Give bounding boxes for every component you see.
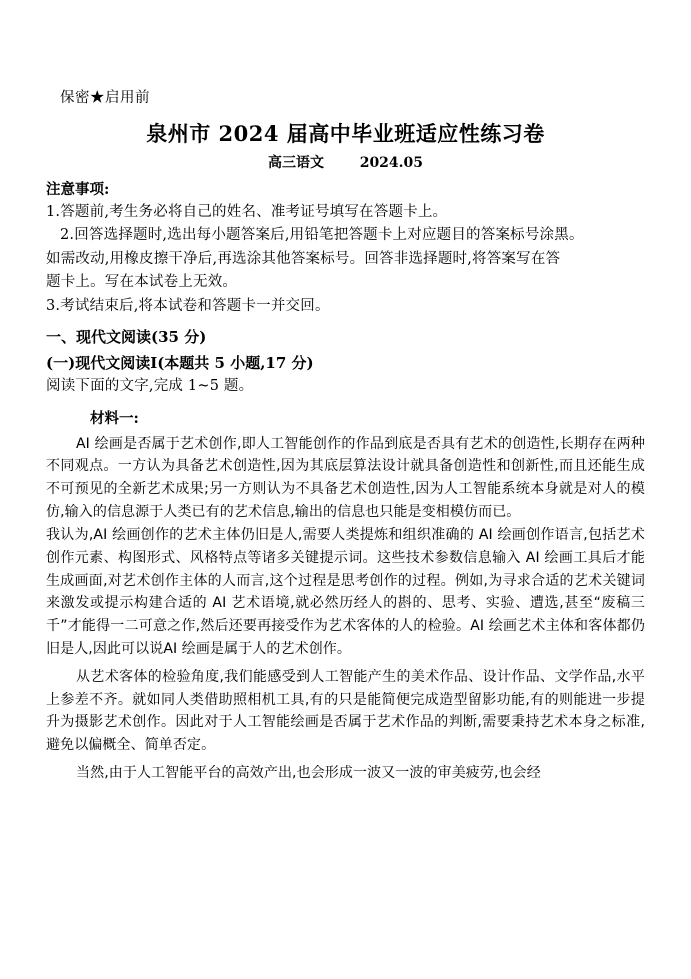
page-title: 泉州市 2024 届高中毕业班适应性练习卷 xyxy=(146,120,545,146)
subject-date-row xyxy=(46,152,645,172)
notice-heading: 注意事项: xyxy=(46,180,110,198)
reading-instruction: 阅读下面的文字,完成 1~5 题。 xyxy=(46,378,254,395)
notice-item: 1.答题前,考生务必将自己的姓名、准考证号填写在答题卡上。 xyxy=(46,203,448,220)
body-paragraph: AI 绘画是否属于艺术创作,即人工智能创作的作品到底是否具有艺术的创造性,长期存在两种不同观点。一方认为具备艺术创造性,因为其底层算法设计就具备创造性和创新性,而且还能生成不可预见的全新艺术成果;另一方则认为不具备艺术创造性,因为人工智能系统本身就是对人的模仿,输入的信息源于人类已有的艺术信息,输出的信息也只能是变相模仿而已。 xyxy=(46,435,645,521)
body-paragraph: 我认为,AI 绘画创作的艺术主体仍旧是人,需要人类提炼和组织准确的 AI 绘画创作语言,包括艺术创作元素、构图形式、风格特点等诸多关键提示词。这些技术参数信息输入 AI 绘画工具后才能生成画面,对艺术创作主体的人而言,这个过程是思考创作的过程。例如,为寻求合适的艺术关键词来激发或提示构建合适的 AI 艺术语境,就必然历经人的斟的、思考、实验、遭选,甚至“废稿三千”才能得一二可意之作,然后还要再接受作为艺术客体的人的检验。AI 绘画艺术主体和客体都仍旧是人,因此可以说AI 绘画是属于人的艺术创作。 xyxy=(46,526,645,657)
section-heading-sub-one: (一)现代文阅读Ⅰ(本题共 5 小题,17 分) xyxy=(46,354,314,373)
notice-item: 2.回答选择题时,选出每小题答案后,用铅笔把答题卡上对应题目的答案标号涂黑。 xyxy=(60,227,584,244)
notice-item: 题卡上。写在本试卷上无效。 xyxy=(46,274,238,291)
section-heading-part-one: 一、现代文阅读(35 分) xyxy=(46,328,207,347)
secret-label: 保密★启用前 xyxy=(60,90,150,106)
subject-label: 高三语文 xyxy=(267,154,324,171)
notice-item: 3.考试结束后,将本试卷和答题卡一并交回。 xyxy=(46,297,330,314)
material-label: 材料一: xyxy=(90,409,139,427)
notice-item: 如需改动,用橡皮擦干净后,再选涂其他答案标号。回答非选择题时,将答案写在答 xyxy=(46,250,561,267)
spacer xyxy=(46,399,645,402)
body-paragraph: 当然,由于人工智能平台的高效产出,也会形成一波又一波的审美疲劳,也会经 xyxy=(76,765,541,782)
body-paragraph: 从艺术客体的检验角度,我们能感受到人工智能产生的美术作品、设计作品、文学作品,水平上参差不齐。就如同人类借助照相机工具,有的只是能简便完成造型留影功能,有的则能进一步提升为摄影艺术创作。因此对于人工智能绘画是否属于艺术作品的判断,需要秉持艺术本身之标准,避免以偏概全、简单否定。 xyxy=(46,668,645,754)
date-label: 2024.05 xyxy=(359,154,424,171)
